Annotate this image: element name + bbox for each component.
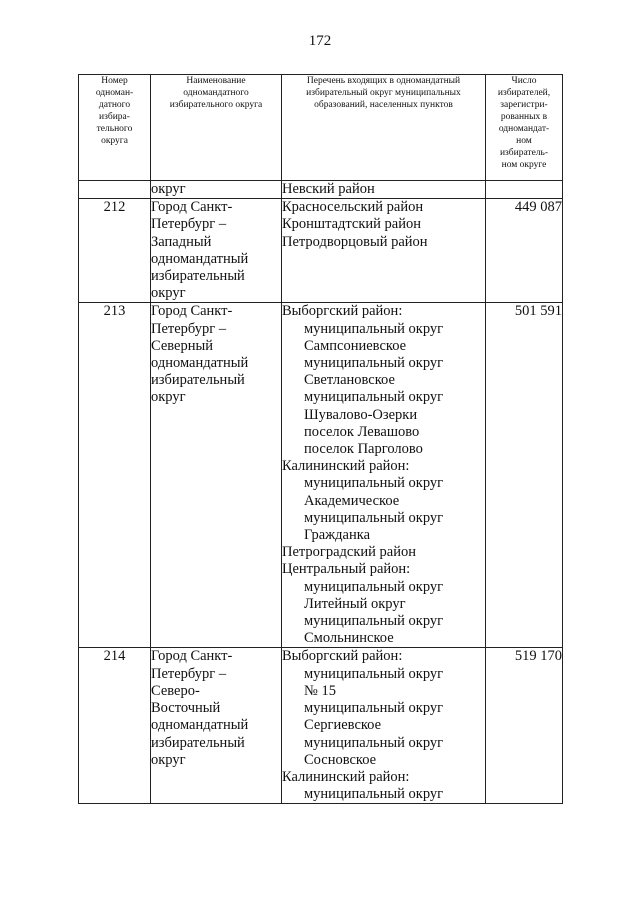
district-name-line: округ	[151, 389, 186, 406]
header-line: избира-	[99, 112, 130, 122]
header-line: избирательного округа	[169, 100, 263, 110]
header-line: избирателей,	[497, 88, 551, 98]
district-number: 213	[79, 303, 151, 648]
header-district-number	[79, 75, 151, 181]
municipality-item: Сампсониевское	[304, 337, 407, 354]
district-name-line: Северо-	[151, 682, 200, 699]
municipality-item: поселок Парголово	[304, 441, 423, 458]
header-line: зарегистри-	[500, 100, 548, 110]
header-line: одноман-	[95, 88, 134, 98]
header-line: Наименование	[186, 76, 246, 86]
header-line: образований, населенных пунктов	[314, 100, 453, 110]
municipality-item: Выборгский район:	[282, 303, 403, 320]
district-name	[151, 303, 282, 648]
municipality-item: Калининский район:	[282, 458, 410, 475]
table-row	[79, 199, 563, 303]
municipality-item: Калининский район:	[282, 768, 410, 785]
municipality-list	[282, 199, 486, 303]
district-name-line: одномандатный	[151, 717, 249, 734]
municipality-item: Академическое	[304, 492, 400, 509]
header-line: Номер	[101, 76, 128, 86]
header-line: датного	[98, 100, 131, 110]
municipality-list	[282, 303, 486, 648]
table-row	[79, 303, 563, 648]
municipality-item: муниципальный округ	[304, 734, 444, 751]
continuation-list: Невский район	[282, 181, 486, 199]
district-name-line: одномандатный	[151, 250, 249, 267]
municipality-item: муниципальный округ	[304, 475, 444, 492]
header-line: избиратель-	[499, 148, 549, 158]
district-name	[151, 199, 282, 303]
header-line: Число	[511, 76, 537, 86]
district-name-line: Город Санкт-	[151, 303, 233, 320]
municipality-item: муниципальный округ	[304, 665, 444, 682]
district-name-line: Петербург –	[151, 320, 227, 337]
header-line: Перечень входящих в одномандатный	[306, 76, 461, 86]
header-line: ном округе	[501, 160, 547, 170]
municipality-item: Выборгский район:	[282, 648, 403, 665]
voters-count: 501 591	[486, 303, 563, 648]
header-line: ном	[516, 136, 532, 146]
district-name-line: Петербург –	[151, 665, 227, 682]
header-voters-count	[486, 75, 563, 181]
table-row	[79, 648, 563, 804]
district-name-line: одномандатный	[151, 355, 249, 372]
municipality-item: муниципальный округ	[304, 700, 444, 717]
municipality-item: муниципальный округ	[304, 320, 444, 337]
district-name-line: Город Санкт-	[151, 648, 233, 665]
header-line: округа	[101, 136, 128, 146]
district-name-line: округ	[151, 285, 186, 302]
municipality-item: муниципальный округ	[304, 509, 444, 526]
header-line: рованных в	[500, 112, 548, 122]
district-name-line: Город Санкт-	[151, 199, 233, 216]
continuation-voters	[486, 181, 563, 199]
municipality-item: муниципальный округ	[304, 578, 444, 595]
continuation-number	[79, 181, 151, 199]
continuation-name: округ	[151, 181, 282, 199]
municipality-item: Шувалово-Озерки	[304, 406, 418, 423]
district-name-line: Восточный	[151, 700, 221, 717]
municipality-item: Сосновское	[304, 751, 377, 768]
district-number: 212	[79, 199, 151, 303]
municipality-item: Петроградский район	[282, 544, 417, 561]
municipality-item: муниципальный округ	[304, 613, 444, 630]
voters-count: 449 087	[486, 199, 563, 303]
district-name-line: избирательный	[151, 734, 245, 751]
district-name-line: округ	[151, 751, 186, 768]
header-line: тельного	[96, 124, 133, 134]
header-line: одномандатного	[183, 88, 249, 98]
municipality-list	[282, 648, 486, 804]
district-number: 214	[79, 648, 151, 804]
district-name	[151, 648, 282, 804]
municipality-item: муниципальный округ	[304, 786, 444, 803]
municipality-item: Петродворцовый район	[282, 233, 428, 250]
header-row	[79, 75, 563, 181]
municipality-item: Центральный район:	[282, 561, 411, 578]
page-number: 172	[308, 33, 332, 49]
municipality-item: Смольнинское	[304, 630, 394, 647]
district-name-line: избирательный	[151, 268, 245, 285]
district-name-line: избирательный	[151, 372, 245, 389]
districts-table	[78, 74, 563, 804]
voters-count: 519 170	[486, 648, 563, 804]
municipality-item: Сергиевское	[304, 717, 382, 734]
municipality-item: поселок Левашово	[304, 423, 420, 440]
header-line: одномандат-	[498, 124, 550, 134]
district-name-line: Петербург –	[151, 216, 227, 233]
continuation-row	[79, 181, 563, 199]
district-name-line: Северный	[151, 337, 213, 354]
header-district-name	[151, 75, 282, 181]
municipality-item: Красносельский район	[282, 199, 424, 216]
municipality-item: Литейный округ	[304, 595, 406, 612]
header-municipalities	[282, 75, 486, 181]
municipality-item: Гражданка	[304, 527, 371, 544]
municipality-item: Светлановское	[304, 372, 395, 389]
municipality-item: № 15	[304, 682, 336, 699]
district-name-line: Западный	[151, 233, 212, 250]
municipality-item: муниципальный округ	[304, 355, 444, 372]
municipality-item: Кронштадтский район	[282, 216, 422, 233]
municipality-item: муниципальный округ	[304, 389, 444, 406]
header-line: избирательный округ муниципальных	[306, 88, 461, 98]
